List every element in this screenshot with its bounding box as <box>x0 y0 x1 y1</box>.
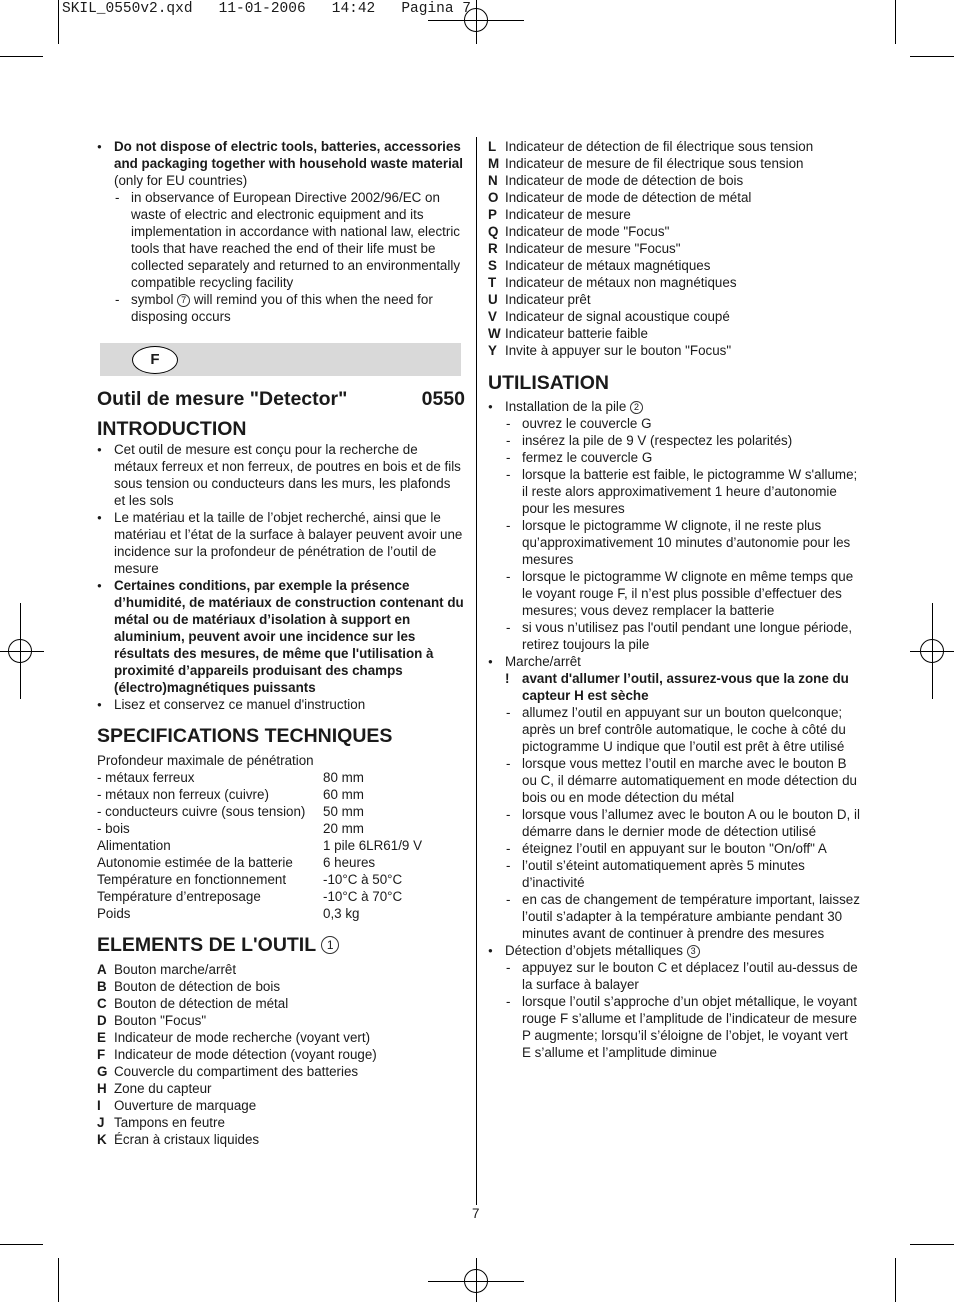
element-item <box>97 978 465 995</box>
element-text: Indicateur de signal acoustique coupé <box>505 309 730 324</box>
intro-item: ● Certaines conditions, par exemple la présence d’humidité, de matériaux de construction contenant du métal ou de matériaux d’isolation à support en aluminium, peuvent avoir une incidence sur les résultats des mesures, de même que l'utilisation à proximité d’appareils produisant des champs (électro)magnétiques puissants <box>97 577 465 696</box>
spec-row <box>97 871 465 888</box>
page-number: 7 <box>472 1206 480 1221</box>
spec-value: -10°C à 70°C <box>323 889 403 904</box>
spec-label: Température en fonctionnement <box>97 872 287 887</box>
element-key: K <box>97 1132 107 1147</box>
step-item: - en cas de changement de température important, laissez l’outil s’adapter à la température ambiante pendant 30 minutes avant de continuer à prendre des mesures <box>488 891 860 942</box>
element-text: Indicateur de mesure de fil électrique sous tension <box>505 156 804 171</box>
spec-value: 0,3 kg <box>323 906 360 921</box>
element-item <box>488 257 860 274</box>
figure-3-icon: 3 <box>687 945 700 958</box>
intro-item: ● Lisez et conservez ce manuel d'instruction <box>97 696 465 713</box>
element-text: Ouverture de marquage <box>114 1098 257 1113</box>
figure-2-icon: 2 <box>630 401 643 414</box>
spec-value: 50 mm <box>323 804 364 819</box>
spec-row <box>97 803 465 820</box>
element-key: Q <box>488 224 499 239</box>
onoff-steps <box>488 704 860 942</box>
element-item <box>97 1012 465 1029</box>
element-text: Invite à appuyer sur le bouton "Focus" <box>505 343 732 358</box>
right-main <box>488 138 860 1061</box>
element-key: M <box>488 156 500 171</box>
element-text: Bouton "Focus" <box>114 1013 207 1028</box>
element-text: Indicateur de métaux magnétiques <box>505 258 711 273</box>
element-key: S <box>488 258 497 273</box>
element-key: W <box>488 326 501 341</box>
element-item <box>97 1046 465 1063</box>
column-divider <box>476 137 477 1205</box>
element-item <box>488 155 860 172</box>
element-key: A <box>97 962 107 977</box>
element-item <box>488 342 860 359</box>
element-item <box>97 995 465 1012</box>
spec-value: 80 mm <box>323 770 364 785</box>
element-item <box>97 1063 465 1080</box>
step-item: - fermez le couvercle G <box>488 449 860 466</box>
element-text: Indicateur de mode "Focus" <box>505 224 670 239</box>
element-item <box>97 1097 465 1114</box>
element-key: J <box>97 1115 105 1130</box>
element-item <box>488 325 860 342</box>
element-item <box>97 1029 465 1046</box>
step-item: - lorsque le pictogramme W clignote, il ne reste plus qu’approximativement 10 minutes d’autonomie pour les mesures <box>488 517 860 568</box>
disposal-section <box>97 138 465 325</box>
install-steps <box>488 415 860 653</box>
product-title: Outil de mesure "Detector" <box>97 388 348 410</box>
element-text: Indicateur de mode de détection de bois <box>505 173 744 188</box>
element-item <box>488 206 860 223</box>
spec-label: - métaux non ferreux (cuivre) <box>97 787 269 802</box>
element-key: C <box>97 996 107 1011</box>
element-key: P <box>488 207 497 222</box>
symbol-7-icon: 7 <box>177 294 190 307</box>
element-text: Indicateur de mode détection (voyant rouge) <box>114 1047 377 1062</box>
onoff-bullet: ● Marche/arrêt <box>488 653 860 670</box>
elements-list-continued <box>488 138 860 359</box>
spec-label: - bois <box>97 821 130 836</box>
element-text: Indicateur de détection de fil électrique sous tension <box>505 139 814 154</box>
spec-value: 20 mm <box>323 821 364 836</box>
step-item: - l’outil s’éteint automatiquement après 5 minutes d’inactivité <box>488 857 860 891</box>
element-text: Tampons en feutre <box>114 1115 225 1130</box>
element-item <box>97 961 465 978</box>
usage-heading: UTILISATION <box>488 372 609 394</box>
element-item <box>488 172 860 189</box>
spec-row <box>97 769 465 786</box>
element-item <box>488 274 860 291</box>
element-text: Indicateur batterie faible <box>505 326 648 341</box>
intro-item: ● Cet outil de mesure est conçu pour la recherche de métaux ferreux et non ferreux, de poutres en bois et de fils sous tension ou conducteurs dans les murs, les plafonds et les sols <box>97 441 465 509</box>
step-item: - lorsque l’outil s’approche d’un objet métallique, le voyant rouge F s’allume et l’amplitude de l’indicateur de mesure P augmente; lorsqu’il s’éloigne de l’objet, le voyant vert E s’allume et l’amplitude diminue <box>488 993 860 1061</box>
spec-label: Alimentation <box>97 838 171 853</box>
metal-bullet: ● Détection d’objets métalliques 3 <box>488 942 860 959</box>
spec-row <box>97 820 465 837</box>
element-item <box>488 308 860 325</box>
left-main <box>97 387 465 1148</box>
element-key: O <box>488 190 499 205</box>
disposal-sub-1: - in observance of European Directive 2002/96/EC on waste of electric and electronic equipment and its implementation in accordance with national law, electric tools that have reached the end of their life must be collected separately and returned to an environmentally compatible recycling facility <box>97 189 465 291</box>
element-item <box>97 1114 465 1131</box>
element-text: Zone du capteur <box>114 1081 212 1096</box>
element-text: Couvercle du compartiment des batteries <box>114 1064 359 1079</box>
spec-row <box>97 854 465 871</box>
metal-steps <box>488 959 860 1061</box>
element-text: Écran à cristaux liquides <box>114 1132 260 1147</box>
spec-value: -10°C à 50°C <box>323 872 403 887</box>
elements-heading: ELEMENTS DE L'OUTIL 1 <box>97 933 465 957</box>
element-key: G <box>97 1064 108 1079</box>
product-title-row <box>97 387 465 411</box>
spec-row <box>97 837 465 854</box>
elements-list <box>97 961 465 1148</box>
disposal-sub-2: - symbol 7 will remind you of this when the need for disposing occurs <box>97 291 465 325</box>
spec-heading: SPECIFICATIONS TECHNIQUES <box>97 725 393 747</box>
element-key: H <box>97 1081 107 1096</box>
step-item: - ouvrez le couvercle G <box>488 415 860 432</box>
spec-row <box>97 786 465 803</box>
element-item <box>488 240 860 257</box>
element-key: Y <box>488 343 497 358</box>
spec-list <box>97 769 465 922</box>
spec-row <box>97 905 465 922</box>
element-text: Indicateur de mode recherche (voyant vert) <box>114 1030 371 1045</box>
element-text: Bouton de détection de métal <box>114 996 289 1011</box>
step-item: - insérez la pile de 9 V (respectez les polarités) <box>488 432 860 449</box>
element-key: F <box>97 1047 106 1062</box>
product-number: 0550 <box>421 388 465 410</box>
element-key: V <box>488 309 497 324</box>
spec-label: Température d’entreposage <box>97 889 261 904</box>
file-header: SKIL_0550v2.qxd 11-01-2006 14:42 Pagina 7 <box>62 1 471 17</box>
element-key: D <box>97 1013 107 1028</box>
element-key: I <box>97 1098 101 1113</box>
element-item <box>97 1131 465 1148</box>
spec-value: 1 pile 6LR61/9 V <box>323 838 423 853</box>
element-item <box>488 189 860 206</box>
step-item: - lorsque la batterie est faible, le pictogramme W s'allume; il reste alors approximativement 1 heure d’autonomie pour les mesures <box>488 466 860 517</box>
spec-row <box>97 888 465 905</box>
intro-item: ● Le matériau et la taille de l’objet recherché, ainsi que le matériau et l’état de la surface à balayer peuvent avoir une incidence sur la profondeur de pénétration de l’outil de mesure <box>97 509 465 577</box>
spec-label: - métaux ferreux <box>97 770 195 785</box>
spec-label: Autonomie estimée de la batterie <box>97 855 293 870</box>
element-text: Indicateur prêt <box>505 292 591 307</box>
spec-value: 60 mm <box>323 787 364 802</box>
step-item: - lorsque vous mettez l’outil en marche avec le bouton B ou C, il démarre automatiquement en mode détection du bois ou en mode détection du métal <box>488 755 860 806</box>
element-item <box>488 223 860 240</box>
element-text: Indicateur de mode de détection de métal <box>505 190 752 205</box>
step-item: - éteignez l’outil en appuyant sur le bouton "On/off" A <box>488 840 860 857</box>
spec-label: Poids <box>97 906 131 921</box>
intro-heading: INTRODUCTION <box>97 418 247 440</box>
onoff-warning: ! avant d'allumer l’outil, assurez-vous que la zone du capteur H est sèche <box>488 670 860 704</box>
step-item: - lorsque le pictogramme W clignote en même temps que le voyant rouge F, il n’est plus possible d’effectuer des mesures; vous devez remplacer la batterie <box>488 568 860 619</box>
element-text: Indicateur de mesure "Focus" <box>505 241 681 256</box>
element-text: Indicateur de mesure <box>505 207 631 222</box>
element-key: T <box>488 275 497 290</box>
spec-label: - conducteurs cuivre (sous tension) <box>97 804 306 819</box>
element-text: Bouton marche/arrêt <box>114 962 237 977</box>
element-text: Bouton de détection de bois <box>114 979 281 994</box>
disposal-bullet: ● Do not dispose of electric tools, batteries, accessories and packaging together with household waste material (only for EU countries) <box>97 138 465 189</box>
step-item: - allumez l’outil en appuyant sur un bouton quelconque; après un bref contrôle automatique, le coche à côté du pictogramme U indique que l’outil est prêt à être utilisé <box>488 704 860 755</box>
element-item <box>488 138 860 155</box>
figure-1-icon: 1 <box>321 936 339 954</box>
element-key: B <box>97 979 107 994</box>
element-key: E <box>97 1030 106 1045</box>
element-text: Indicateur de métaux non magnétiques <box>505 275 737 290</box>
element-key: L <box>488 139 497 154</box>
element-key: U <box>488 292 498 307</box>
element-item <box>97 1080 465 1097</box>
element-key: N <box>488 173 498 188</box>
step-item: - appuyez sur le bouton C et déplacez l’outil au-dessus de la surface à balayer <box>488 959 860 993</box>
language-badge: F <box>132 346 178 374</box>
element-key: R <box>488 241 498 256</box>
element-item <box>488 291 860 308</box>
install-bullet: ● Installation de la pile 2 <box>488 398 860 415</box>
spec-value: 6 heures <box>323 855 376 870</box>
step-item: - si vous n’utilisez pas l'outil pendant une longue période, retirez toujours la pile <box>488 619 860 653</box>
spec-intro: Profondeur maximale de pénétration <box>97 753 314 768</box>
step-item: - lorsque vous l’allumez avec le bouton A ou le bouton D, il démarre dans le dernier mode de détection utilisé <box>488 806 860 840</box>
